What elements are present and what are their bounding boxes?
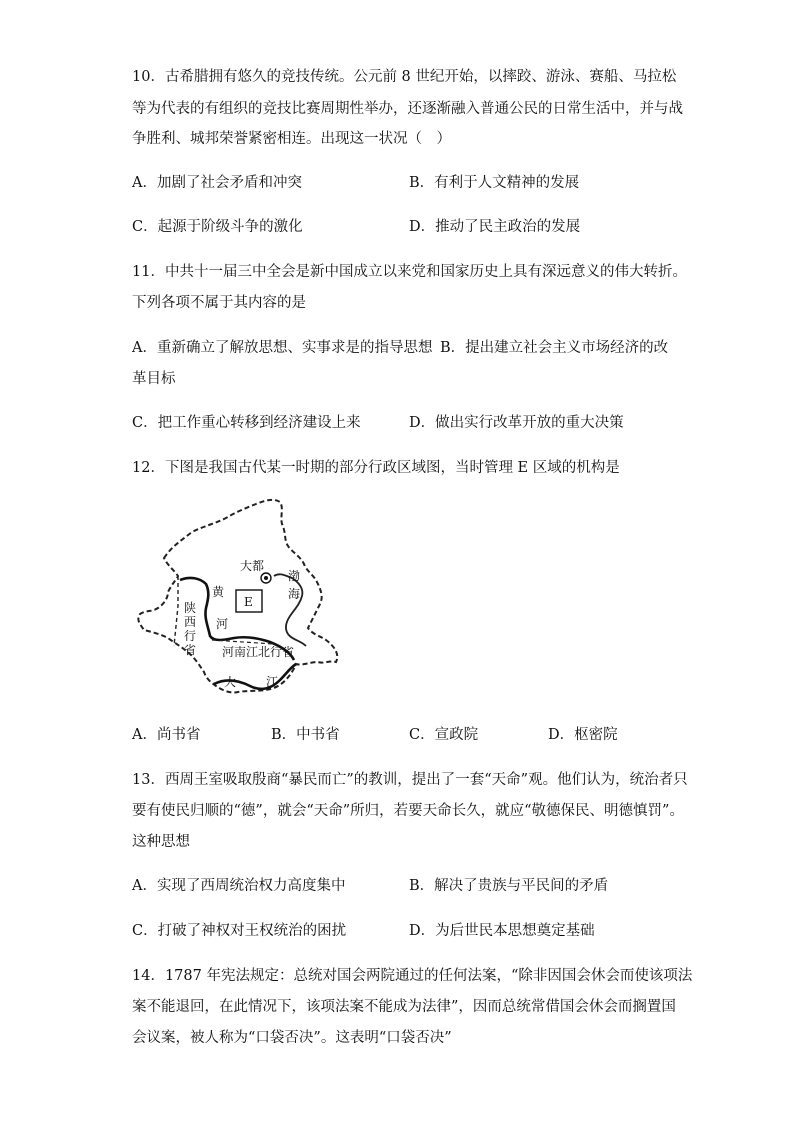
bohai-coast-line [274,574,306,646]
q12-option-d: D．枢密院 [548,727,618,743]
province-west-label-4: 省 [184,643,197,657]
sea-label-1: 渤 [288,569,301,583]
q11-option-b: B．提出建立社会主义市场经济的改 [440,340,669,356]
province-west-label-1: 陕 [184,601,197,615]
yuan-dynasty-map [134,496,344,701]
q12-option-a: A．尚书省 [132,727,201,743]
q12-option-c: C．宣政院 [409,727,479,743]
q13-stem-line-3: 这种思想 [132,834,190,850]
q10-option-b: B．有利于人文精神的发展 [409,175,580,191]
q13-stem-line-2: 要有使民归顺的“德”，就会“天命”所归，若要天命长久，就应“敬德保民、明德慎罚”。 [132,803,684,819]
map-outline [138,500,337,693]
province-boundary [174,576,178,646]
q13-option-d: D．为后世民本思想奠定基础 [409,923,595,939]
capital-marker-inner [264,576,268,580]
q13-option-b: B．解决了贵族与平民间的矛盾 [409,878,609,894]
q10-stem-line-2: 等为代表的有组织的竞技比赛周期性举办，还逐渐融入普通公民的日常生活中，并与战 [132,101,683,117]
q14-stem-line-1: 14．1787 年宪法规定：总统对国会两院通过的任何法案，“除非因国会休会而使该项法 [132,968,693,984]
region-e-label: E [244,595,253,609]
q11-option-b-cont: 革目标 [132,371,176,387]
big-river-label-1: 大 [224,675,237,689]
q12-option-b: B．中书省 [271,727,340,743]
q12-stem-line-1: 12．下图是我国古代某一时期的部分行政区域图，当时管理 E 区域的机构是 [132,460,620,476]
q13-option-c: C．打破了神权对王权统治的困扰 [132,923,347,939]
q10-option-d: D．推动了民主政治的发展 [409,219,581,235]
q11-option-a: A．重新确立了解放思想、实事求是的指导思想 [132,340,433,356]
q10-stem-line-3: 争胜利、城邦荣誉紧密相连。出现这一状况（ ） [132,131,451,147]
q14-stem-line-2: 案不能退回，在此情况下，该项法案不能成为法律”，因而总统常借国会休会而搁置国 [132,999,676,1015]
province-west-label-3: 行 [184,629,197,643]
sea-label-2: 海 [288,587,301,601]
q13-option-a: A．实现了西周统治权力高度集中 [132,878,346,894]
capital-label: 大都 [240,559,265,573]
province-west-label-2: 西 [184,615,197,629]
province-south-label: 河南江北行省 [222,645,295,659]
q11-option-d: D．做出实行改革开放的重大决策 [409,415,624,431]
river-label-2: 河 [216,617,229,631]
q14-stem-line-3: 会议案，被人称为“口袋否决”。这表明“口袋否决” [132,1030,452,1046]
q11-stem-line-2: 下列各项不属于其内容的是 [132,295,306,311]
q11-option-c: C．把工作重心转移到经济建设上来 [132,415,361,431]
river-label-1: 黄 [212,585,225,599]
q10-option-a: A．加剧了社会矛盾和冲突 [132,175,302,191]
q11-stem-line-1: 11．中共十一届三中全会是新中国成立以来党和国家历史上具有深远意义的伟大转折。 [132,264,687,280]
q13-stem-line-1: 13．西周王室吸取殷商“暴民而亡”的教训，提出了一套“天命”观。他们认为，统治者只 [132,772,688,788]
big-river-label-2: 江 [266,675,279,689]
q10-option-c: C．起源于阶级斗争的激化 [132,219,303,235]
q10-stem-line-1: 10．古希腊拥有悠久的竞技传统。公元前 8 世纪开始，以摔跤、游泳、赛船、马拉松 [132,69,677,85]
